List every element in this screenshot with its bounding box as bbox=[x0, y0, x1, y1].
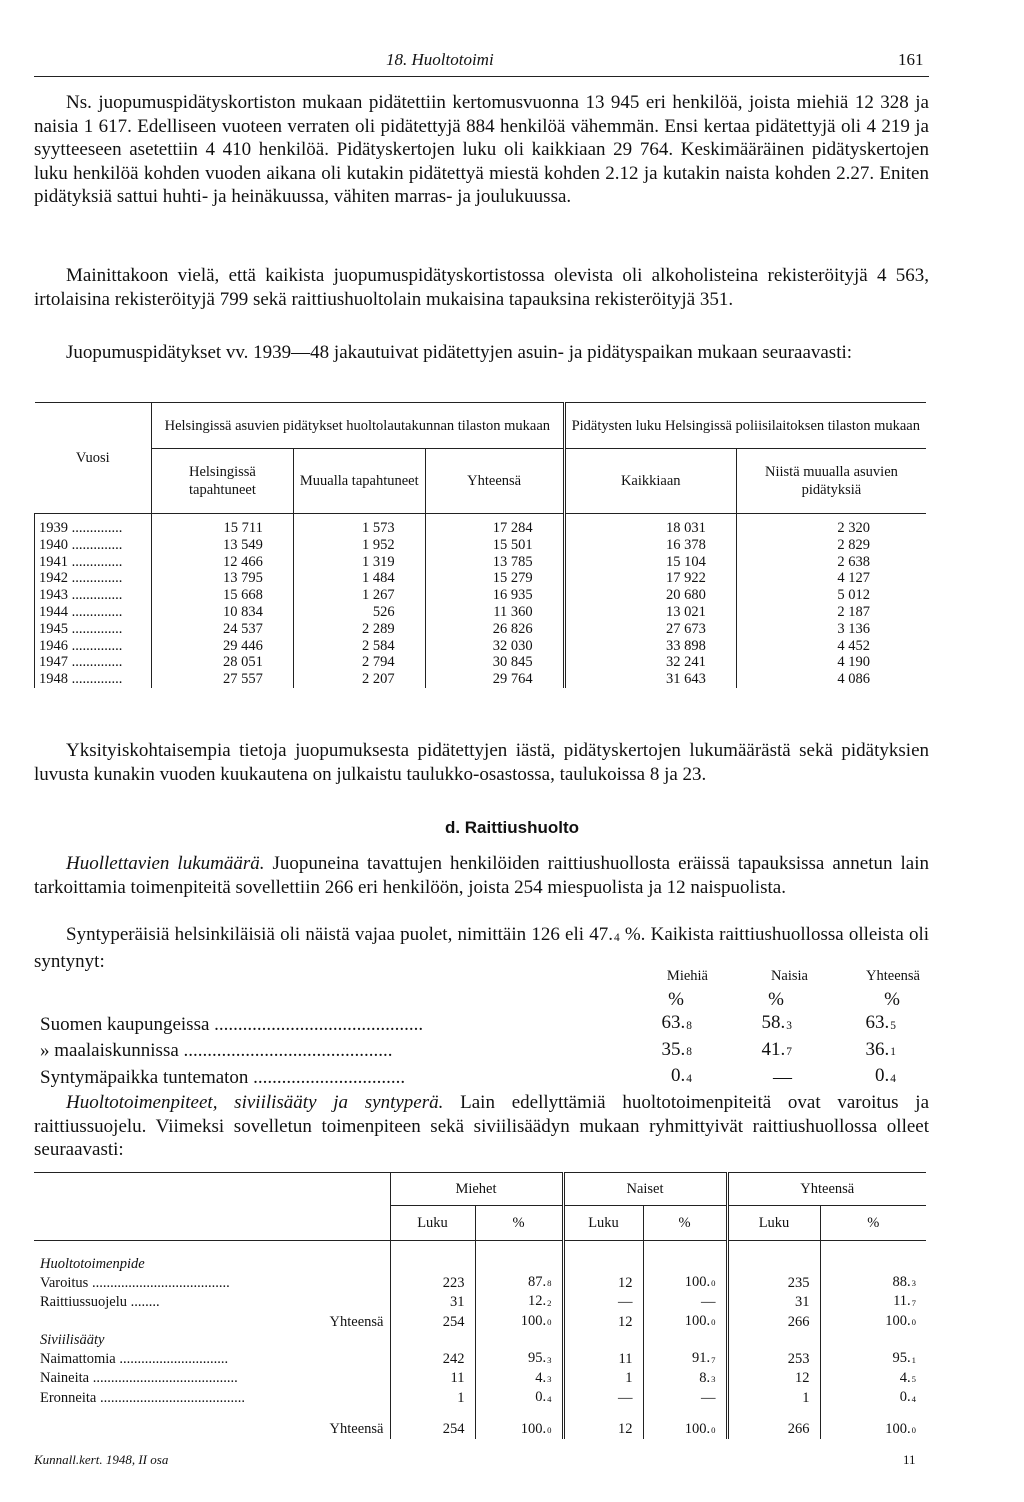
value-cell: 5 012 bbox=[736, 587, 926, 604]
unit-t: % bbox=[884, 989, 900, 1010]
value-cell: 27 673 bbox=[564, 621, 736, 638]
col-kaikkiaan: Kaikkiaan bbox=[564, 449, 736, 514]
value-cell: 12 bbox=[727, 1369, 820, 1388]
value-cell: — bbox=[643, 1388, 727, 1407]
hdr-naisia: Naisia bbox=[770, 968, 808, 984]
table-row bbox=[35, 621, 927, 638]
table-row bbox=[35, 587, 927, 604]
year-cell: 1940 .............. bbox=[35, 537, 152, 554]
birthplace-table bbox=[34, 965, 926, 1091]
value-cell: 17 922 bbox=[564, 570, 736, 587]
grp-miehet: Miehet bbox=[390, 1173, 563, 1206]
born-text-sub: 4 bbox=[613, 931, 620, 944]
value-cell: 33 898 bbox=[564, 638, 736, 655]
measures-title: Huoltotoimenpiteet, siviilisääty ja syntyperä. bbox=[66, 1092, 444, 1113]
page-number: 161 bbox=[898, 50, 924, 69]
born-text-a: Syntyperäisiä helsinkiläisiä oli näistä vajaa puolet, nimittäin 126 eli 47. bbox=[66, 924, 613, 945]
sub-pct-m: % bbox=[475, 1206, 563, 1241]
year-cell: 1946 .............. bbox=[35, 638, 152, 655]
birth-value: 63.8 bbox=[661, 1012, 692, 1033]
group-poliisi: Pidätysten luku Helsingissä poliisilaitoksen tilaston mukaan bbox=[564, 403, 926, 449]
table-row bbox=[34, 1241, 926, 1274]
birth-value: 0.4 bbox=[875, 1065, 896, 1087]
empty-cell bbox=[390, 1331, 475, 1349]
value-cell: 10 834 bbox=[152, 604, 294, 621]
table-row bbox=[34, 1369, 926, 1388]
value-cell: 0.4 bbox=[475, 1388, 563, 1407]
value-cell: 13 795 bbox=[152, 570, 294, 587]
value-cell: 12 bbox=[563, 1408, 643, 1439]
value-cell: 100.0 bbox=[820, 1408, 926, 1439]
sub-pct-t: % bbox=[820, 1206, 926, 1241]
born-text-b: %. Kaikista raittiushuollossa olleista oli syntynyt: bbox=[34, 924, 929, 973]
value-cell: 4.5 bbox=[820, 1369, 926, 1388]
value-cell: 26 826 bbox=[425, 621, 564, 638]
value-cell: 1 319 bbox=[293, 554, 425, 571]
table-row bbox=[35, 554, 927, 571]
section-heading: d. Raittiushuolto bbox=[444, 818, 580, 837]
table-row bbox=[35, 570, 927, 587]
birth-value: — bbox=[773, 1066, 792, 1088]
value-cell: 100.0 bbox=[820, 1312, 926, 1331]
value-cell: 526 bbox=[293, 604, 425, 621]
paragraph-count bbox=[34, 852, 929, 899]
value-cell: 12 466 bbox=[152, 554, 294, 571]
value-cell: 11 360 bbox=[425, 604, 564, 621]
value-cell: 31 bbox=[390, 1292, 475, 1311]
value-cell: 31 bbox=[727, 1292, 820, 1311]
empty-cell bbox=[563, 1331, 643, 1349]
measures-table bbox=[34, 1172, 926, 1439]
empty-cell bbox=[475, 1241, 563, 1274]
birth-label: Syntymäpaikka tuntematon ................................ bbox=[40, 1066, 406, 1088]
birth-value: 35.8 bbox=[661, 1038, 692, 1060]
year-cell: 1942 .............. bbox=[35, 570, 152, 587]
value-cell: 4 190 bbox=[736, 654, 926, 671]
empty-cell bbox=[820, 1241, 926, 1274]
count-title: Huollettavien lukumäärä. bbox=[66, 853, 265, 874]
year-cell: 1939 .............. bbox=[35, 514, 152, 537]
value-cell: — bbox=[563, 1388, 643, 1407]
value-cell: 15 279 bbox=[425, 570, 564, 587]
paragraph-arrests: Ns. juopumuspidätyskortiston mukaan pidätettiin kertomusvuonna 13 945 eri henkilöä, joista miehiä 12 328 ja naisia 1 617. Edelliseen vuoteen verraten oli pidätettyjä 884 henkilöä vähemmän. Ensi kertaa pidätettyjä oli 4 219 ja syytteeseen asetettiin 4 410 henkilöä. Pidätyskertojen luku oli kaikkiaan 29 764. Keskimääräinen pidätyskertojen luku henkilöä kohden vuoden aikana oli kutakin pidätettyä miestä kohden 2.12 ja kutakin naista kohden 2.27. Eniten pidätyksiä sattui huhti- ja heinäkuussa, vähiten marras- ja joulukuussa. bbox=[34, 92, 929, 207]
value-cell: 266 bbox=[727, 1408, 820, 1439]
value-cell: 12.2 bbox=[475, 1292, 563, 1311]
birth-label: » maalaiskunnissa ............................................ bbox=[40, 1040, 393, 1062]
birth-value: 0.4 bbox=[671, 1065, 692, 1087]
value-cell: 12 bbox=[563, 1273, 643, 1292]
hdr-yhteensa: Yhteensä bbox=[866, 968, 920, 984]
value-cell: 17 284 bbox=[425, 514, 564, 537]
value-cell: 13 021 bbox=[564, 604, 736, 621]
grp-yhteensa: Yhteensä bbox=[727, 1173, 926, 1206]
value-cell: 32 241 bbox=[564, 654, 736, 671]
value-cell: 100.0 bbox=[475, 1312, 563, 1331]
value-cell: 91.7 bbox=[643, 1349, 727, 1368]
value-cell: 20 680 bbox=[564, 587, 736, 604]
value-cell: 266 bbox=[727, 1312, 820, 1331]
table-row bbox=[35, 604, 927, 621]
empty-cell bbox=[563, 1241, 643, 1274]
header-title: 18. Huoltotoimi bbox=[386, 50, 494, 69]
row-label: Naineita ........................................ bbox=[40, 1370, 238, 1387]
value-cell: 27 557 bbox=[152, 671, 294, 688]
value-cell: 16 378 bbox=[564, 537, 736, 554]
col-muualla: Muualla tapahtuneet bbox=[293, 449, 425, 514]
list-item bbox=[34, 1038, 926, 1065]
col-helsingissa: Helsingissä tapahtuneet bbox=[152, 449, 294, 514]
table-row bbox=[34, 1349, 926, 1368]
value-cell: 13 785 bbox=[425, 554, 564, 571]
value-cell: 235 bbox=[727, 1273, 820, 1292]
value-cell: 87.8 bbox=[475, 1273, 563, 1292]
table-row bbox=[34, 1408, 926, 1439]
table-row bbox=[35, 514, 927, 537]
empty-cell bbox=[727, 1331, 820, 1349]
hdr-miehia: Miehiä bbox=[666, 968, 708, 984]
value-cell: 254 bbox=[390, 1408, 475, 1439]
empty-cell bbox=[820, 1331, 926, 1349]
unit-m: % bbox=[668, 989, 684, 1010]
empty-cell bbox=[727, 1241, 820, 1274]
value-cell: 15 711 bbox=[152, 514, 294, 537]
row-label: Naimattomia .............................. bbox=[40, 1350, 229, 1367]
birth-value: 58.3 bbox=[761, 1012, 792, 1033]
value-cell: 28 051 bbox=[152, 654, 294, 671]
col-yhteensa: Yhteensä bbox=[425, 449, 564, 514]
row-label: Yhteensä bbox=[329, 1313, 384, 1330]
value-cell: 2 207 bbox=[293, 671, 425, 688]
row-label: Raittiussuojelu ........ bbox=[40, 1294, 160, 1311]
birth-label: Suomen kaupungeissa ............................................ bbox=[40, 1013, 424, 1035]
value-cell: 1 952 bbox=[293, 537, 425, 554]
year-cell: 1943 .............. bbox=[35, 587, 152, 604]
value-cell: 24 537 bbox=[152, 621, 294, 638]
table-row bbox=[35, 537, 927, 554]
value-cell: 100.0 bbox=[475, 1408, 563, 1439]
value-cell: 16 935 bbox=[425, 587, 564, 604]
empty-cell bbox=[475, 1331, 563, 1349]
value-cell: 15 104 bbox=[564, 554, 736, 571]
count-text: Juopuneina tavattujen henkilöiden raittiushuollosta eräissä tapauksissa annetun lain tarkoittamia toimenpiteitä sovellettiin 266 eri henkilöön, joista 254 miespuolista ja 12 naispuolista. bbox=[34, 853, 929, 898]
empty-cell bbox=[643, 1241, 727, 1274]
table-row bbox=[34, 1292, 926, 1311]
value-cell: 2 289 bbox=[293, 621, 425, 638]
value-cell: 18 031 bbox=[564, 514, 736, 537]
table-row bbox=[34, 1388, 926, 1407]
empty-cell bbox=[390, 1241, 475, 1274]
group-huoltolautakunta: Helsingissä asuvien pidätykset huoltolautakunnan tilaston mukaan bbox=[152, 403, 565, 449]
col-vuosi: Vuosi bbox=[75, 450, 110, 466]
year-cell: 1944 .............. bbox=[35, 604, 152, 621]
birth-value: 63.5 bbox=[865, 1012, 896, 1033]
value-cell: 3 136 bbox=[736, 621, 926, 638]
paragraph-measures bbox=[34, 1091, 929, 1162]
year-cell: 1941 .............. bbox=[35, 554, 152, 571]
value-cell: 95.3 bbox=[475, 1349, 563, 1368]
value-cell: 4.3 bbox=[475, 1369, 563, 1388]
row-label: Varoitus ...................................... bbox=[40, 1274, 230, 1291]
value-cell: 12 bbox=[563, 1312, 643, 1331]
value-cell: 4 127 bbox=[736, 570, 926, 587]
value-cell: 30 845 bbox=[425, 654, 564, 671]
table-row bbox=[35, 654, 927, 671]
paragraph-details: Yksityiskohtaisempia tietoja juopumuksesta pidätettyjen iästä, pidätyskertojen lukumäärästä sekä pidätyksien luvusta kunakin vuoden kuukautena on julkaistu taulukko-osastossa, taulukoissa 8 ja 23. bbox=[34, 740, 929, 785]
value-cell: 2 829 bbox=[736, 537, 926, 554]
table-row bbox=[35, 638, 927, 655]
value-cell: 13 549 bbox=[152, 537, 294, 554]
value-cell: 32 030 bbox=[425, 638, 564, 655]
value-cell: 100.0 bbox=[643, 1273, 727, 1292]
col-muualla-asuvien: Niistä muualla asuvien pidätyksiä bbox=[736, 449, 926, 514]
value-cell: 4 452 bbox=[736, 638, 926, 655]
table-row bbox=[34, 1331, 926, 1349]
value-cell: 1 bbox=[727, 1388, 820, 1407]
value-cell: 1 573 bbox=[293, 514, 425, 537]
value-cell: 253 bbox=[727, 1349, 820, 1368]
unit-n: % bbox=[768, 989, 784, 1010]
value-cell: 2 638 bbox=[736, 554, 926, 571]
footer-source: Kunnall.kert. 1948, II osa bbox=[34, 1452, 169, 1467]
list-item bbox=[34, 1064, 926, 1091]
table-row bbox=[34, 1273, 926, 1292]
value-cell: 29 446 bbox=[152, 638, 294, 655]
value-cell: 0.4 bbox=[820, 1388, 926, 1407]
value-cell: 8.3 bbox=[643, 1369, 727, 1388]
table-row bbox=[35, 671, 927, 688]
value-cell: 2 584 bbox=[293, 638, 425, 655]
value-cell: — bbox=[643, 1292, 727, 1311]
row-label: Yhteensä bbox=[329, 1421, 384, 1438]
value-cell: 1 484 bbox=[293, 570, 425, 587]
row-label: Huoltotoimenpide bbox=[40, 1256, 145, 1272]
value-cell: 1 bbox=[563, 1369, 643, 1388]
running-header bbox=[0, 50, 1024, 72]
arrests-table bbox=[34, 402, 926, 688]
value-cell: 1 bbox=[390, 1388, 475, 1407]
year-cell: 1947 .............. bbox=[35, 654, 152, 671]
value-cell: 100.0 bbox=[643, 1408, 727, 1439]
value-cell: 31 643 bbox=[564, 671, 736, 688]
value-cell: — bbox=[563, 1292, 643, 1311]
grp-naiset: Naiset bbox=[563, 1173, 727, 1206]
year-cell: 1945 .............. bbox=[35, 621, 152, 638]
value-cell: 2 187 bbox=[736, 604, 926, 621]
row-label: Siviilisääty bbox=[40, 1332, 105, 1349]
value-cell: 29 764 bbox=[425, 671, 564, 688]
list-item bbox=[34, 1011, 926, 1038]
table-row bbox=[34, 1312, 926, 1331]
value-cell: 223 bbox=[390, 1273, 475, 1292]
value-cell: 4 086 bbox=[736, 671, 926, 688]
value-cell: 242 bbox=[390, 1349, 475, 1368]
birth-value: 41.7 bbox=[761, 1038, 792, 1060]
value-cell: 1 267 bbox=[293, 587, 425, 604]
sub-luku-m: Luku bbox=[390, 1206, 475, 1241]
value-cell: 2 320 bbox=[736, 514, 926, 537]
sub-luku-n: Luku bbox=[563, 1206, 643, 1241]
value-cell: 11 bbox=[390, 1369, 475, 1388]
birth-value: 36.1 bbox=[865, 1038, 896, 1060]
empty-cell bbox=[643, 1331, 727, 1349]
year-cell: 1948 .............. bbox=[35, 671, 152, 688]
header-rule bbox=[34, 76, 929, 77]
paragraph-table-intro: Juopumuspidätykset vv. 1939—48 jakautuivat pidätettyjen asuin- ja pidätyspaikan mukaan seuraavasti: bbox=[66, 342, 853, 363]
value-cell: 2 794 bbox=[293, 654, 425, 671]
sub-luku-t: Luku bbox=[727, 1206, 820, 1241]
paragraph-registered: Mainittakoon vielä, että kaikista juopumuspidätyskortistossa olevista oli alkoholisteina rekisteröityjä 4 563, irtolaisina rekisteröityjä 799 sekä raittiushuoltolain mukaisina tapauksina rekisteröityjä 351. bbox=[34, 265, 929, 310]
measures-text: Lain edellyttämiä huoltotoimenpiteitä ovat varoitus ja raittiussuojelu. Viimeksi sovelletun toimenpiteen sekä siviilisäädyn mukaan ryhmittyivät raittiushuollossa olleet seuraavasti: bbox=[34, 1092, 930, 1160]
value-cell: 254 bbox=[390, 1312, 475, 1331]
sub-pct-n: % bbox=[643, 1206, 727, 1241]
value-cell: 11.7 bbox=[820, 1292, 926, 1311]
footer-page: 11 bbox=[903, 1452, 916, 1467]
value-cell: 95.1 bbox=[820, 1349, 926, 1368]
row-label: Eronneita ........................................ bbox=[40, 1389, 245, 1406]
value-cell: 100.0 bbox=[643, 1312, 727, 1331]
value-cell: 11 bbox=[563, 1349, 643, 1368]
value-cell: 15 668 bbox=[152, 587, 294, 604]
value-cell: 88.3 bbox=[820, 1273, 926, 1292]
value-cell: 15 501 bbox=[425, 537, 564, 554]
